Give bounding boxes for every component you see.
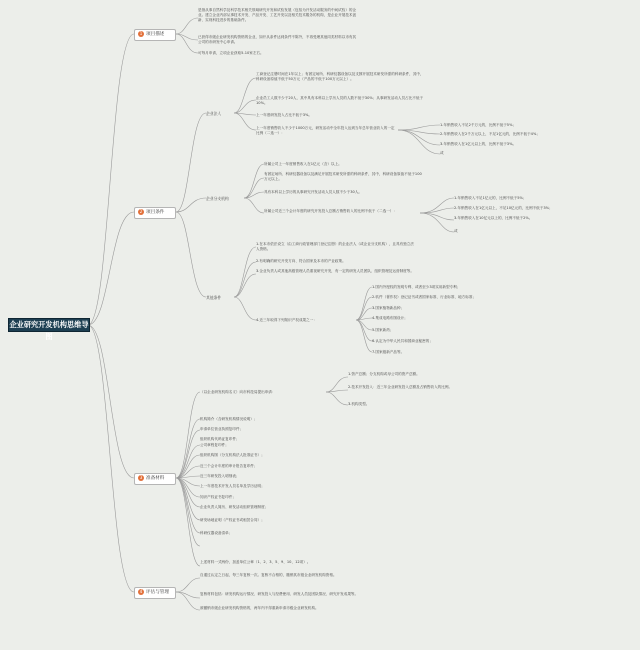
- condition-item: 2.有明确的研究开发方向、符合国家及本市的产业政策。: [256, 259, 346, 263]
- condition-item: 有固定场所、科研仪器设备以及满足开展技术研发所需的科研条件，其中，科研设备原值不低于100万元以上。: [264, 172, 422, 182]
- ip-item: 5.国家新药；: [372, 328, 394, 332]
- section-number-badge: 2: [139, 209, 143, 214]
- condition-item: 1.在本市依法设立（由工商行政管理部门登记注册）的企业法人（或企业分支机构），且具有独立法人资格。: [256, 242, 414, 252]
- condition-item: 所属公司上一年度销售收入在1亿元（含）以上。: [264, 162, 342, 166]
- material-item: 组织机构图（分支机构法人批准证书）；: [200, 453, 265, 457]
- section-number-badge: 4: [139, 589, 143, 594]
- evaluation-item: 自通过认定之日起，每三年复核一次。复核不合格的，撤销其市级企业研发机构资格。: [200, 573, 337, 577]
- section-label: 准备材料: [146, 476, 165, 481]
- desc-paragraph: 已获得市级企业研发机构资格的企业，如开从条件达到条件不陈外，不再受理其他同类材料以市有其公司的市研发中心申请。: [198, 35, 357, 45]
- condition-item: 工商登记注册时间在1年以上；有固定场所、科研仪器设备以及支撑开展技术研发所需的科研条件，其中，科研设备原值不低于50万元（产品的不低于100万元以上）。: [256, 72, 424, 82]
- root-topic: 企业研究开发机构思维导图: [9, 320, 89, 341]
- material-item: 科研仪器设备清单；: [200, 531, 233, 535]
- ratio-item: 2.年销售收入在2千万元以上，不足1亿元的，比例不低于4%；: [440, 132, 540, 136]
- ip-item: 6.认定为中华人民共和国商业秘密的；: [372, 339, 433, 343]
- section-materials: [134, 473, 176, 485]
- material-item: 知识产权证书复印件；: [200, 495, 236, 499]
- ip-item: 4.集成电路布图设计；: [372, 316, 408, 320]
- materials-lead-item: 2.技术开发投入：近三年企业研发投入总额及占销售收入的比例。: [348, 385, 453, 389]
- condition-item: 所属公司近三个会计年度的研究开发投入总额占销售收入的比例不低于（二选一）：: [264, 209, 397, 213]
- section-label: 项目描述: [146, 32, 165, 37]
- ip-item: 7.国家级新产品等。: [372, 350, 405, 354]
- evaluation-item: 被撤销市级企业研发机构资格的，两年内不得重新申请市级企业研发机构。: [200, 606, 319, 610]
- desc-paragraph: 可每月申请，立项企业获取5-10家左右。: [198, 51, 264, 55]
- material-item: 企业负责人简历、研发活动组织管理制度；: [200, 505, 269, 509]
- condition-item: 3.企业负责人或其他高级管理人员重视研究开发，有一定的研发人员团队、组织管理及运营制度等。: [256, 269, 414, 273]
- ratio-item: 3.年销售收入在1亿元以上的，比例不低于3%。: [440, 142, 517, 146]
- ip-item: 1.国内外授权的发明专利、或者至少3项实用新型专利；: [372, 285, 461, 289]
- condition-item: 上一年度研发投入占比不低于3%。: [256, 113, 313, 117]
- ip-item: 2.软件（著作权）登记证书或者国家标准、行业标准、地方标准；: [372, 295, 477, 299]
- ratio-item: 1.年销售收入不足2千万元的，比例不低于5%；: [440, 123, 517, 127]
- section-project-description: [134, 29, 176, 41]
- section-number-badge: 1: [139, 31, 143, 36]
- material-item: 组织机构代码证复印件；: [200, 437, 240, 441]
- condition-item: 企业员工人数不少于20人，其中具有本科以上学历人员的人数不低于30%；从事研发活动人员占比不低于10%。: [256, 96, 424, 106]
- material-item: 申请单位营业执照复印件；: [200, 427, 244, 431]
- condition-item: 4.近三年取得下列知识产权成果之一：: [256, 318, 317, 322]
- section-number-badge: 3: [139, 475, 143, 480]
- material-item: 上述材料一式两份，加盖单位公章（1、2、3、5、9、10、12项）。: [200, 560, 311, 564]
- section-project-conditions: [134, 207, 176, 219]
- ratio-item: 1.年销售收入不足1亿元的，比例不低于5%；: [454, 196, 527, 200]
- material-item: 机构简介（含研发机构情况说明）；: [200, 417, 258, 421]
- desc-paragraph: 是指从事自然科学及科学技术相关领域研究开发和试验发展（包括为开发活动服务的中间试验）的企业。建立企业内部从事技术开发、产品开发、工艺开发以及相关技术服务的机构，是企业开展技术创新、实现科技进步的基础条件。: [198, 8, 357, 23]
- ratio-item: 或: [454, 229, 458, 233]
- materials-lead-item: 3.机构类型。: [348, 402, 370, 406]
- material-item: 近三个会计年度的审计报告复印件；: [200, 464, 258, 468]
- ip-item: 3.国家植物新品种；: [372, 306, 405, 310]
- condition-item: 具有本科以上学历的从事研究开发活动人员人数不少于30人。: [264, 190, 363, 194]
- material-item: 近三年研发投入明细表；: [200, 474, 240, 478]
- materials-lead: （以企业研发机构名义）向市科技局提出申请：: [200, 390, 276, 394]
- section-label: 项目条件: [146, 210, 165, 215]
- section-evaluation: [134, 587, 176, 599]
- ratio-item: 3.年销售收入在10亿元以上的，比例不低于2%。: [454, 216, 533, 220]
- material-item: 研发场地证明（产权证书或租赁合同）；: [200, 518, 265, 522]
- material-item: 公司章程复印件；: [200, 443, 229, 447]
- evaluation-item: 复核材料包括：研发机构运行情况、研发投入与经费使用、研发人员及团队情况、研究开发成果等。: [200, 592, 359, 596]
- ratio-item: 2.年销售收入在1亿元以上，不足10亿元的，比例不低于3%；: [454, 206, 553, 210]
- materials-lead-item: 1.资产总额；分支机构或母公司的资产总额。: [348, 372, 420, 376]
- group-label-enterprise: 企业法人: [206, 111, 222, 116]
- condition-item: 上一年度销售收入不少于1000万元，研发活动中全年投入达到当年总年营业收入的一定比例（二选一）：: [256, 126, 395, 136]
- group-label-branch: 企业分支机构: [206, 196, 229, 201]
- material-item: 上一年度技术开发人员名单及学历证明；: [200, 484, 265, 488]
- section-label: 评估与管理: [146, 590, 169, 595]
- group-label-other: 其他条件: [206, 295, 222, 300]
- ratio-item: 或: [440, 151, 444, 155]
